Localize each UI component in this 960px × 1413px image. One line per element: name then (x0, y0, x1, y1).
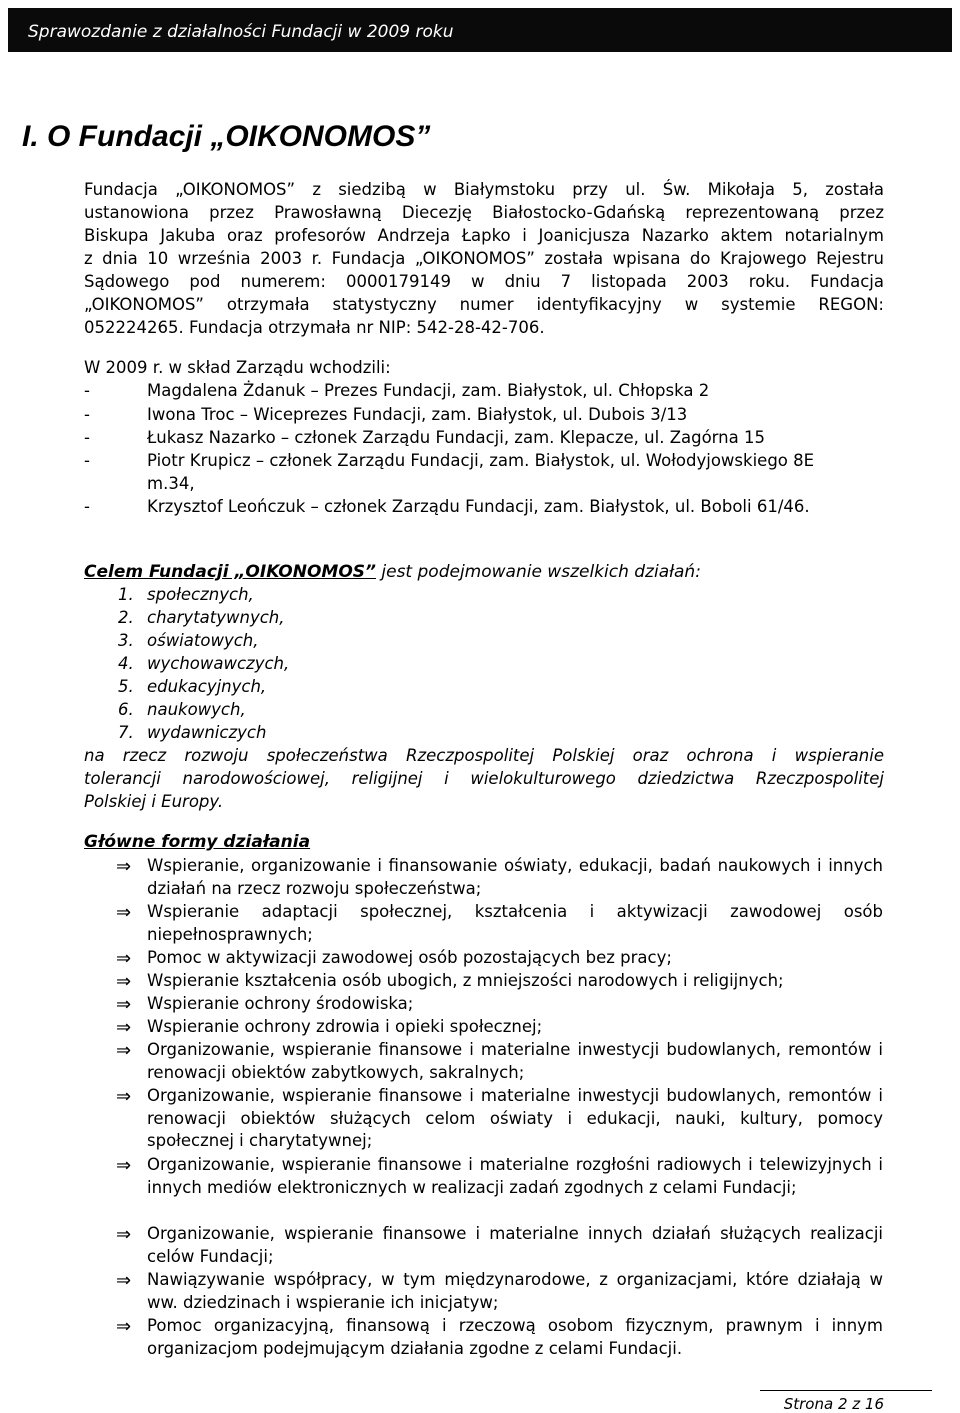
goals-closing-line: tolerancji narodowościowej, religijnej i wielokulturowego dziedzictwa Rzeczpospolitej (84, 769, 884, 788)
goal-number: 1. (118, 585, 134, 604)
form-item: Wspieranie ochrony zdrowia i opieki społecznej; (147, 1017, 543, 1036)
goals-title (84, 562, 701, 582)
intro-line: Fundacja „OIKONOMOS” z siedzibą w Białymstoku przy ul. Św. Mikołaja 5, została (84, 180, 884, 199)
arrow-icon: ⇒ (116, 1270, 132, 1291)
board-member: Krzysztof Leończuk – członek Zarządu Fundacji, zam. Białystok, ul. Boboli 61/46. (147, 497, 810, 516)
goal-number: 2. (118, 608, 134, 627)
arrow-icon: ⇒ (116, 1155, 132, 1176)
intro-line: z dnia 10 września 2003 r. Fundacja „OIKONOMOS” została wpisana do Krajowego Rejestru (84, 249, 884, 268)
form-item: Organizowanie, wspieranie finansowe i materialne inwestycji budowlanych, remontów i renowacji obiektów służących celom oświaty i edukacji, nauki, kultury, pomocy społecznej i charytatywnej; (147, 1086, 883, 1150)
goal-item: wychowawczych, (147, 654, 290, 673)
arrow-icon: ⇒ (116, 1017, 132, 1038)
goal-item: charytatywnych, (147, 608, 285, 627)
arrow-icon: ⇒ (116, 971, 132, 992)
arrow-icon: ⇒ (116, 856, 132, 877)
forms-title: Główne formy działania (84, 832, 311, 852)
form-item: Pomoc w aktywizacji zawodowej osób pozostających bez pracy; (147, 948, 672, 967)
form-item: Organizowanie, wspieranie finansowe i materialne inwestycji budowlanych, remontów i renowacji obiektów zabytkowych, sakralnych; (147, 1040, 883, 1082)
goals-closing-line: na rzecz rozwoju społeczeństwa Rzeczpospolitej Polskiej oraz ochrona i wspieranie (84, 746, 884, 765)
form-item: Organizowanie, wspieranie finansowe i materialne innych działań służących realizacji celów Fundacji; (147, 1224, 883, 1266)
arrow-icon: ⇒ (116, 1224, 132, 1245)
intro-line: „OIKONOMOS” otrzymała statystyczny numer identyfikacyjny w systemie REGON: (84, 295, 884, 314)
intro-line: ustanowiona przez Prawosławną Diecezję Białostocko-Gdańską reprezentowaną przez (84, 203, 884, 222)
arrow-icon: ⇒ (116, 994, 132, 1015)
dash: - (84, 451, 90, 470)
intro-line: 052224265. Fundacja otrzymała nr NIP: 542-28-42-706. (84, 318, 545, 337)
form-item: Pomoc organizacyjną, finansową i rzeczową osobom fizycznym, prawnym i innym organizacjom podejmującym działania zgodne z celami Fundacji. (147, 1316, 883, 1358)
page-number: Strona 2 z 16 (783, 1395, 884, 1413)
goal-item: społecznych, (147, 585, 254, 604)
intro-line: Biskupa Jakuba oraz profesorów Andrzeja Łapko i Joanicjusza Nazarko aktem notarialnym (84, 226, 884, 245)
arrow-icon: ⇒ (116, 1086, 132, 1107)
form-item: Wspieranie, organizowanie i finansowanie oświaty, edukacji, badań naukowych i innych działań na rzecz rozwoju społeczeństwa; (147, 856, 883, 898)
form-item: Organizowanie, wspieranie finansowe i materialne rozgłośni radiowych i telewizyjnych i innych mediów elektronicznych w realizacji zadań zgodnych z celami Fundacji; (147, 1155, 883, 1197)
board-member: Iwona Troc – Wiceprezes Fundacji, zam. Białystok, ul. Dubois 3/13 (147, 405, 688, 424)
form-item: Wspieranie ochrony środowiska; (147, 994, 414, 1013)
dash: - (84, 428, 90, 447)
goal-number: 5. (118, 677, 134, 696)
arrow-icon: ⇒ (116, 948, 132, 969)
header-band (8, 8, 952, 52)
header-title: Sprawozdanie z działalności Fundacji w 2009 roku (28, 22, 454, 42)
goals-closing-line: Polskiej i Europy. (84, 792, 224, 811)
goals-title-rest: jest podejmowanie wszelkich działań: (375, 562, 701, 582)
arrow-icon: ⇒ (116, 902, 132, 923)
board-member: Łukasz Nazarko – członek Zarządu Fundacji, zam. Klepacze, ul. Zagórna 15 (147, 428, 765, 447)
goal-item: oświatowych, (147, 631, 259, 650)
dash: - (84, 497, 90, 516)
arrow-icon: ⇒ (116, 1316, 132, 1337)
section-title: I. O Fundacji „OIKONOMOS” (22, 120, 431, 153)
goal-item: wydawniczych (147, 723, 267, 742)
board-intro: W 2009 r. w skład Zarządu wchodzili: (84, 358, 391, 377)
goal-number: 6. (118, 700, 134, 719)
dash: - (84, 381, 90, 400)
board-member: Piotr Krupicz – członek Zarządu Fundacji, zam. Białystok, ul. Wołodyjowskiego 8E (147, 451, 815, 470)
form-item: Nawiązywanie współpracy, w tym międzynarodowe, z organizacjami, które działają w ww. dziedzinach i wspieranie ich inicjatyw; (147, 1270, 883, 1312)
goal-item: naukowych, (147, 700, 246, 719)
intro-line: Sądowego pod numerem: 0000179149 w dniu 7 listopada 2003 roku. Fundacja (84, 272, 884, 291)
form-item: Wspieranie adaptacji społecznej, kształcenia i aktywizacji zawodowej osób niepełnosprawnych; (147, 902, 883, 944)
goal-number: 3. (118, 631, 134, 650)
goals-title-bold: Celem Fundacji „OIKONOMOS” (84, 562, 376, 582)
footer-rule (760, 1390, 932, 1391)
goal-item: edukacyjnych, (147, 677, 267, 696)
board-member: Magdalena Żdanuk – Prezes Fundacji, zam. Białystok, ul. Chłopska 2 (147, 381, 710, 400)
arrow-icon: ⇒ (116, 1040, 132, 1061)
goal-number: 7. (118, 723, 134, 742)
dash: - (84, 405, 90, 424)
goal-number: 4. (118, 654, 134, 673)
form-item: Wspieranie kształcenia osób ubogich, z mniejszości narodowych i religijnych; (147, 971, 784, 990)
board-member-cont: m.34, (147, 474, 195, 493)
